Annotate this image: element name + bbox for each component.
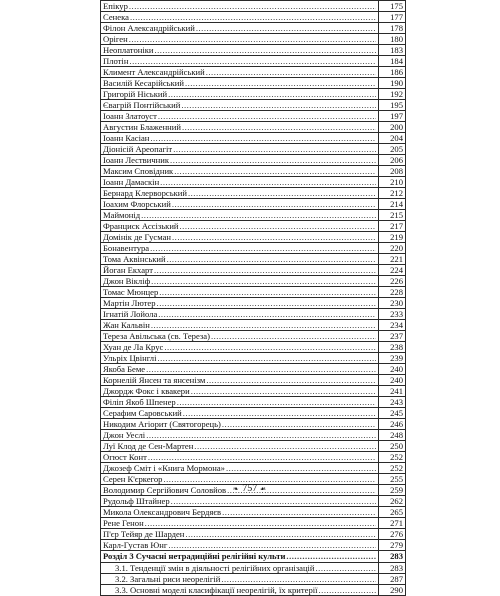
toc-entry-title-cell <box>101 199 379 210</box>
dot-leader <box>222 419 376 429</box>
dot-leader <box>172 232 376 242</box>
toc-entry-title-cell <box>101 574 379 585</box>
toc-entry-page: 237 <box>379 331 406 342</box>
toc-row <box>101 221 406 232</box>
toc-entry-title-cell <box>101 177 379 188</box>
toc-entry-title: П'єр Тейяр де Шарден <box>103 529 185 539</box>
toc-entry-title-cell <box>101 188 379 199</box>
dot-leader <box>172 199 376 209</box>
toc-entry-title: Розділ 3 Сучасні нетрадиційні релігійні культи <box>103 551 286 561</box>
toc-entry-title: Жан Кальвін <box>103 320 150 330</box>
dot-leader <box>170 155 376 165</box>
toc-entry-title-cell <box>101 353 379 364</box>
toc-entry-title: Іоанн Лествичник <box>103 155 170 165</box>
dot-leader <box>154 265 376 275</box>
toc-entry-page: 239 <box>379 353 406 364</box>
toc-entry-page: 262 <box>379 496 406 507</box>
toc-entry-page: 276 <box>379 529 406 540</box>
toc-row <box>101 265 406 276</box>
toc-row <box>101 408 406 419</box>
toc-entry-title-cell <box>101 45 379 56</box>
toc-entry-page: 220 <box>379 243 406 254</box>
toc-entry-page: 228 <box>379 287 406 298</box>
toc-entry-title-cell <box>101 133 379 144</box>
toc-entry-title-cell <box>101 496 379 507</box>
toc-entry-title: Іоахим Флорський <box>103 199 171 209</box>
toc-entry-page: 226 <box>379 276 406 287</box>
toc-entry-title-cell <box>101 507 379 518</box>
toc-entry-page: 250 <box>379 441 406 452</box>
toc-entry-title: Климент Александрійський <box>103 67 205 77</box>
dot-leader <box>158 309 376 319</box>
toc-subsection-row <box>101 563 406 574</box>
toc-entry-title-cell <box>101 56 379 67</box>
toc-entry-page: 252 <box>379 452 406 463</box>
toc-entry-title: Іоанн Касіан <box>103 133 150 143</box>
toc-entry-title-cell <box>101 386 379 397</box>
toc-entry-page: 283 <box>379 551 406 563</box>
toc-entry-page: 195 <box>379 100 406 111</box>
toc-entry-page: 240 <box>379 364 406 375</box>
toc-entry-title: Серен К'єркегор <box>103 474 163 484</box>
toc-entry-title-cell <box>101 254 379 265</box>
dot-leader <box>221 574 376 584</box>
toc-row <box>101 529 406 540</box>
dot-leader <box>159 287 376 297</box>
toc-entry-title-cell <box>101 12 379 23</box>
toc-entry-title-cell <box>101 210 379 221</box>
toc-entry-page: 177 <box>379 12 406 23</box>
toc-entry-title-cell <box>101 551 379 563</box>
toc-entry-page: 279 <box>379 540 406 551</box>
toc-entry-title: Епікур <box>103 1 128 11</box>
toc-entry-title: Неоплатоніки <box>103 45 154 55</box>
dot-leader <box>158 111 376 121</box>
toc-row <box>101 254 406 265</box>
toc-entry-title: Джон Вікліф <box>103 276 151 286</box>
toc-entry-page: 206 <box>379 155 406 166</box>
toc-entry-title-cell <box>101 320 379 331</box>
toc-row <box>101 287 406 298</box>
toc-row <box>101 496 406 507</box>
toc-entry-title-cell <box>101 232 379 243</box>
toc-entry-title-cell <box>101 364 379 375</box>
dot-leader <box>168 540 376 550</box>
toc-entry-title-cell <box>101 585 379 596</box>
toc-row <box>101 364 406 375</box>
toc-row <box>101 452 406 463</box>
toc-entry-title: 3.1. Тенденції змін в діяльності релігійних організацій <box>115 563 315 573</box>
toc-entry-title: Джозеф Сміт і «Книга Мормона» <box>103 463 225 473</box>
toc-entry-title-cell <box>101 331 379 342</box>
toc-entry-title: Джон Уеслі <box>103 430 146 440</box>
toc-section-row <box>101 551 406 563</box>
toc-entry-title: Григорій Ніський <box>103 89 168 99</box>
toc-entry-title: Іоанн Златоуст <box>103 111 157 121</box>
toc-entry-title: Бонавентура <box>103 243 150 253</box>
toc-entry-title: Рене Генон <box>103 518 144 528</box>
toc-entry-title: Луї Клод де Сен-Мартен <box>103 441 194 451</box>
toc-row <box>101 331 406 342</box>
toc-entry-page: 221 <box>379 254 406 265</box>
toc-entry-page: 238 <box>379 342 406 353</box>
toc-entry-title: Карл-Густав Юнг <box>103 540 168 550</box>
dot-leader <box>171 496 376 506</box>
toc-entry-title-cell <box>101 23 379 34</box>
toc-entry-title-cell <box>101 375 379 386</box>
toc-entry-page: 230 <box>379 298 406 309</box>
toc-row <box>101 122 406 133</box>
toc-entry-page: 183 <box>379 45 406 56</box>
toc-entry-title-cell <box>101 221 379 232</box>
dot-leader <box>180 221 376 231</box>
toc-entry-title: Бернард Клерворський <box>103 188 187 198</box>
toc-entry-title-cell <box>101 452 379 463</box>
toc-entry-title-cell <box>101 100 379 111</box>
toc-row <box>101 298 406 309</box>
toc-entry-page: 233 <box>379 309 406 320</box>
dot-leader <box>206 375 376 385</box>
toc-row <box>101 375 406 386</box>
toc-subsection-row <box>101 574 406 585</box>
toc-entry-title: Василій Кесарійський <box>103 78 184 88</box>
dot-leader <box>211 331 376 341</box>
dot-leader <box>164 342 376 352</box>
toc-entry-title: Рудольф Штайнер <box>103 496 170 506</box>
toc-entry-page: 180 <box>379 34 406 45</box>
toc-entry-title: Огюст Конт <box>103 452 147 462</box>
dot-leader <box>177 397 376 407</box>
toc-row <box>101 397 406 408</box>
toc-entry-title: Іоанн Дамаскін <box>103 177 160 187</box>
toc-row <box>101 518 406 529</box>
toc-row <box>101 540 406 551</box>
toc-entry-title-cell <box>101 342 379 353</box>
toc-entry-title: Хуан де Ла Крус <box>103 342 164 352</box>
toc-row <box>101 144 406 155</box>
toc-entry-page: 204 <box>379 133 406 144</box>
toc-entry-page: 241 <box>379 386 406 397</box>
toc-row <box>101 463 406 474</box>
toc-entry-page: 259 <box>379 485 406 496</box>
toc-entry-title: Микола Олександрович Бердяєв <box>103 507 222 517</box>
toc-entry-title: Маймонід <box>103 210 141 220</box>
toc-entry-title-cell <box>101 89 379 100</box>
dot-leader <box>160 177 376 187</box>
toc-entry-title-cell <box>101 298 379 309</box>
toc-entry-title: Сенека <box>103 12 129 22</box>
toc-entry-title: Євагрій Понтійський <box>103 100 181 110</box>
toc-row <box>101 166 406 177</box>
toc-entry-title: Августин Блаженний <box>103 122 181 132</box>
toc-row <box>101 67 406 78</box>
toc-table <box>100 0 406 596</box>
toc-entry-title-cell <box>101 111 379 122</box>
toc-entry-page: 271 <box>379 518 406 529</box>
toc-entry-title: Йоган Екхарт <box>103 265 153 275</box>
toc-entry-title: Тереза Авільська (св. Тереза) <box>103 331 210 341</box>
toc-entry-page: 215 <box>379 210 406 221</box>
toc-entry-title: Франциск Ассізький <box>103 221 179 231</box>
toc-entry-page: 252 <box>379 463 406 474</box>
toc-entry-page: 287 <box>379 574 406 585</box>
toc-row <box>101 12 406 23</box>
toc-entry-page: 243 <box>379 397 406 408</box>
toc-entry-title-cell <box>101 166 379 177</box>
toc-row <box>101 56 406 67</box>
toc-entry-page: 208 <box>379 166 406 177</box>
dot-leader <box>167 254 376 264</box>
toc-row <box>101 243 406 254</box>
toc-row <box>101 353 406 364</box>
toc-entry-title: Тома Аквінський <box>103 254 166 264</box>
toc-entry-title: Никодим Агіорит (Святогорець) <box>103 419 221 429</box>
toc-entry-title-cell <box>101 419 379 430</box>
toc-row <box>101 320 406 331</box>
dot-leader <box>174 166 376 176</box>
toc-entry-title: Володимир Сергійович Соловйов <box>103 485 227 495</box>
toc-entry-page: 205 <box>379 144 406 155</box>
toc-row <box>101 155 406 166</box>
toc-row <box>101 34 406 45</box>
ornament-right-icon: ☙ <box>259 485 268 493</box>
toc-entry-title: 3.2. Загальні риси неорелігій <box>115 574 221 584</box>
toc-entry-title: Оріген <box>103 34 128 44</box>
dot-leader <box>183 408 376 418</box>
toc-row <box>101 441 406 452</box>
dot-leader <box>191 386 376 396</box>
toc-entry-title: Джордж Фокс і квакери <box>103 386 190 396</box>
toc-entry-page: 186 <box>379 67 406 78</box>
toc-entry-page: 283 <box>379 563 406 574</box>
toc-row <box>101 78 406 89</box>
dot-leader <box>319 585 376 595</box>
toc-entry-title-cell <box>101 276 379 287</box>
toc-entry-title-cell <box>101 243 379 254</box>
toc-row <box>101 309 406 320</box>
toc-entry-page: 219 <box>379 232 406 243</box>
toc-entry-title-cell <box>101 287 379 298</box>
toc-entry-page: 234 <box>379 320 406 331</box>
toc-row <box>101 342 406 353</box>
toc-entry-title-cell <box>101 155 379 166</box>
toc-entry-page: 184 <box>379 56 406 67</box>
toc-entry-title-cell <box>101 1 379 12</box>
toc-entry-page: 248 <box>379 430 406 441</box>
dot-leader <box>145 518 376 528</box>
toc-entry-title-cell <box>101 309 379 320</box>
dot-leader <box>185 78 376 88</box>
dot-leader <box>129 34 376 44</box>
toc-row <box>101 232 406 243</box>
toc-row <box>101 177 406 188</box>
toc-entry-page: 190 <box>379 78 406 89</box>
dot-leader <box>151 320 376 330</box>
toc-entry-title: Томас Мюнцер <box>103 287 159 297</box>
toc-entry-page: 197 <box>379 111 406 122</box>
toc-row <box>101 23 406 34</box>
toc-subsection-row <box>101 585 406 596</box>
dot-leader <box>181 100 376 110</box>
dot-leader <box>222 507 376 517</box>
toc-entry-title: Якоба Беме <box>103 364 146 374</box>
dot-leader <box>141 210 376 220</box>
dot-leader <box>168 89 376 99</box>
toc-entry-page: 212 <box>379 188 406 199</box>
dot-leader <box>129 1 376 11</box>
toc-row <box>101 507 406 518</box>
toc-row <box>101 100 406 111</box>
toc-row <box>101 133 406 144</box>
toc-row <box>101 386 406 397</box>
dot-leader <box>316 563 376 573</box>
dot-leader <box>185 529 376 539</box>
toc-entry-page: 200 <box>379 122 406 133</box>
toc-entry-title-cell <box>101 67 379 78</box>
toc-entry-title-cell <box>101 408 379 419</box>
toc-entry-title: Домінік де Гусман <box>103 232 172 242</box>
toc-entry-title: Серафим Саровський <box>103 408 182 418</box>
toc-entry-title: Плотін <box>103 56 129 66</box>
dot-leader <box>196 23 376 33</box>
toc-entry-page: 210 <box>379 177 406 188</box>
toc-entry-title-cell <box>101 78 379 89</box>
toc-entry-title-cell <box>101 34 379 45</box>
toc-row <box>101 111 406 122</box>
toc-row <box>101 276 406 287</box>
dot-leader <box>146 430 376 440</box>
toc-entry-title-cell <box>101 430 379 441</box>
toc-entry-page: 224 <box>379 265 406 276</box>
toc-entry-page: 245 <box>379 408 406 419</box>
toc-entry-page: 240 <box>379 375 406 386</box>
dot-leader <box>157 353 376 363</box>
toc-entry-title-cell <box>101 463 379 474</box>
dot-leader <box>226 463 376 473</box>
toc-entry-page: 255 <box>379 474 406 485</box>
toc-entry-page: 246 <box>379 419 406 430</box>
toc-entry-title-cell <box>101 529 379 540</box>
dot-leader <box>129 56 376 66</box>
dot-leader <box>148 452 376 462</box>
dot-leader <box>157 298 376 308</box>
ornament-left-icon: ❧ <box>232 485 240 493</box>
dot-leader <box>286 551 376 562</box>
toc-entry-title-cell <box>101 397 379 408</box>
toc-row <box>101 419 406 430</box>
toc-entry-title: 3.3. Основні моделі класифікації неорелігій, їх критерії <box>115 585 318 595</box>
toc-entry-title-cell <box>101 540 379 551</box>
toc-entry-page: 214 <box>379 199 406 210</box>
toc-entry-title: Максим Сповідник <box>103 166 174 176</box>
toc-row <box>101 89 406 100</box>
toc-row <box>101 1 406 12</box>
toc-entry-page: 175 <box>379 1 406 12</box>
toc-body <box>101 1 406 596</box>
dot-leader <box>206 67 376 77</box>
toc-entry-page: 178 <box>379 23 406 34</box>
dot-leader <box>173 144 376 154</box>
toc-row <box>101 210 406 221</box>
toc-row <box>101 199 406 210</box>
toc-entry-title: Корнелій Янсен та янсенізм <box>103 375 206 385</box>
dot-leader <box>130 12 376 22</box>
dot-leader <box>194 441 376 451</box>
toc-entry-title-cell <box>101 122 379 133</box>
toc-entry-title: Філон Александрійський <box>103 23 195 33</box>
toc-entry-title-cell <box>101 563 379 574</box>
toc-entry-page: 265 <box>379 507 406 518</box>
toc-entry-title: Мартін Лютер <box>103 298 156 308</box>
toc-entry-title: Ігнатій Лойола <box>103 309 158 319</box>
dot-leader <box>188 188 376 198</box>
toc-row <box>101 430 406 441</box>
page-number: 757 <box>242 483 258 494</box>
toc-entry-title-cell <box>101 144 379 155</box>
dot-leader <box>146 364 376 374</box>
dot-leader <box>150 133 376 143</box>
dot-leader <box>155 45 377 55</box>
dot-leader <box>150 243 376 253</box>
dot-leader <box>151 276 376 286</box>
toc-entry-title: Діонісій Ареопагіт <box>103 144 173 154</box>
toc-entry-title-cell <box>101 265 379 276</box>
toc-entry-title-cell <box>101 518 379 529</box>
toc-entry-title: Ульріх Цвінглі <box>103 353 157 363</box>
toc-row <box>101 188 406 199</box>
toc-row <box>101 45 406 56</box>
table-of-contents-page <box>100 0 406 596</box>
toc-entry-page: 217 <box>379 221 406 232</box>
toc-entry-page: 192 <box>379 89 406 100</box>
toc-entry-title: Філіп Якоб Шпенер <box>103 397 176 407</box>
dot-leader <box>182 122 376 132</box>
page-footer <box>0 483 500 495</box>
toc-entry-title-cell <box>101 441 379 452</box>
toc-entry-page: 290 <box>379 585 406 596</box>
